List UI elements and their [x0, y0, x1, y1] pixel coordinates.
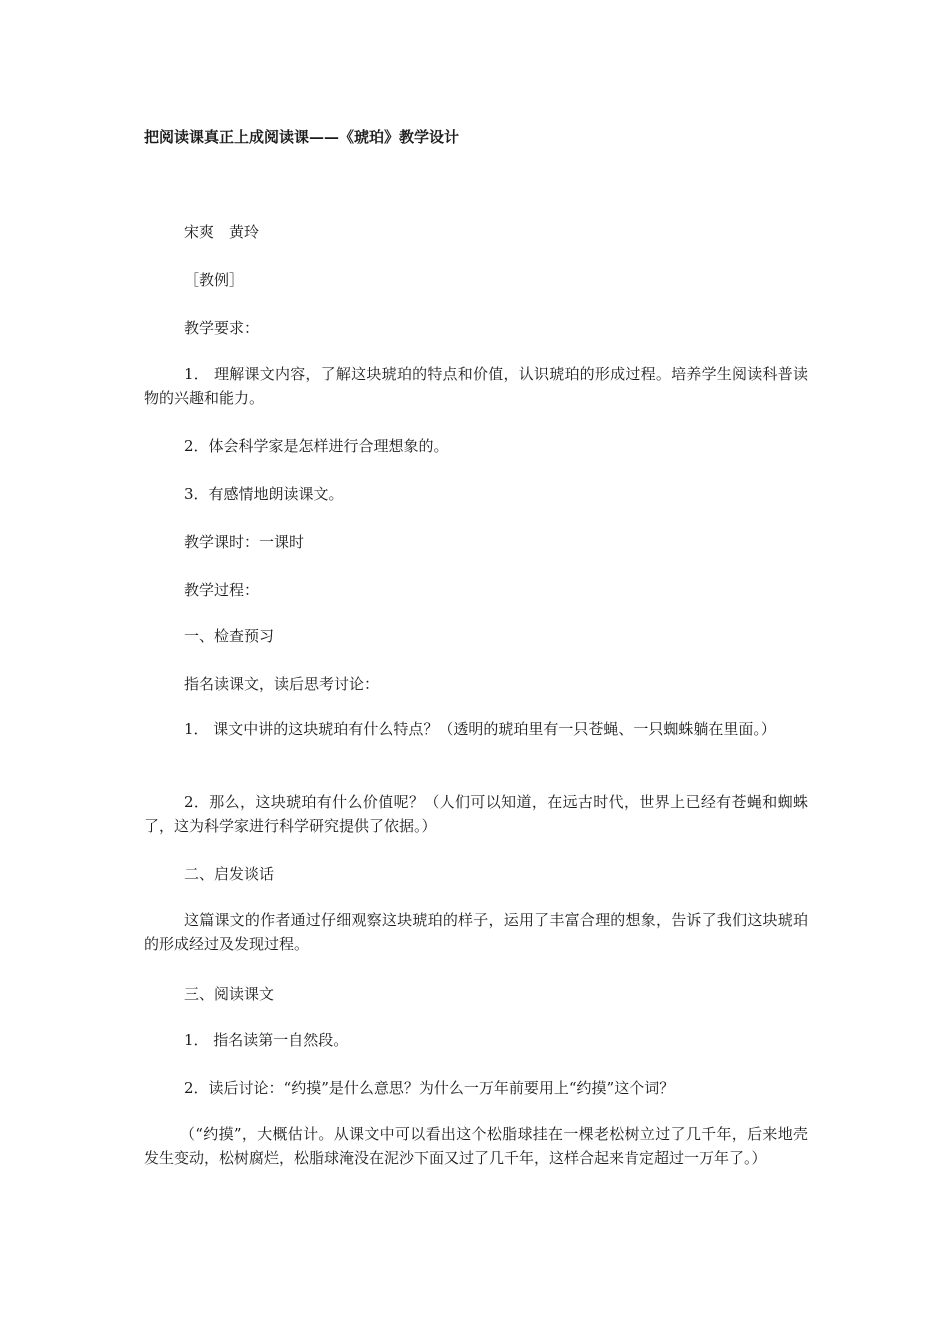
section-heading-preview: 一、检查预习: [184, 627, 275, 645]
section-label-example: ［教例］: [184, 271, 245, 289]
section-heading-reading: 三、阅读课文: [184, 985, 275, 1003]
requirement-3: 3．有感情地朗读课文。: [184, 485, 344, 503]
reading-step-2-answer: （“约摸”，大概估计。从课文中可以看出这个松脂球挂在一棵老松树立过了几千年，后来地壳发生变动，松树腐烂，松脂球淹没在泥沙下面又过了几千年，这样合起来肯定超过一万年了。）: [144, 1125, 808, 1167]
class-hours: 教学课时：一课时: [184, 533, 305, 551]
teaching-process-heading: 教学过程：: [184, 581, 260, 599]
discussion-question-1: 1． 课文中讲的这块琥珀有什么特点？（透明的琥珀里有一只苍蝇、一只蜘蛛躺在里面。）: [184, 720, 776, 738]
requirement-1: 1． 理解课文内容，了解这块琥珀的特点和价值，认识琥珀的形成过程。培养学生阅读科普读物的兴趣和能力。: [144, 365, 808, 407]
talk-paragraph: 这篇课文的作者通过仔细观察这块琥珀的样子，运用了丰富合理的想象，告诉了我们这块琥珀的形成经过及发现过程。: [144, 911, 808, 953]
teaching-requirements-heading: 教学要求：: [184, 319, 260, 337]
requirement-2: 2．体会科学家是怎样进行合理想象的。: [184, 437, 449, 455]
discussion-intro: 指名读课文，读后思考讨论：: [184, 675, 380, 693]
reading-step-1: 1． 指名读第一自然段。: [184, 1031, 349, 1049]
document-title: 把阅读课真正上成阅读课——《琥珀》教学设计: [144, 128, 460, 146]
section-heading-talk: 二、启发谈话: [184, 865, 275, 883]
discussion-question-2: 2．那么，这块琥珀有什么价值呢？（人们可以知道，在远古时代，世界上已经有苍蝇和蜘蛛了，这为科学家进行科学研究提供了依据。）: [144, 793, 808, 835]
authors: 宋爽 黄玲: [184, 223, 260, 241]
reading-step-2: 2．读后讨论：“约摸”是什么意思？为什么一万年前要用上“约摸”这个词？: [184, 1079, 675, 1097]
